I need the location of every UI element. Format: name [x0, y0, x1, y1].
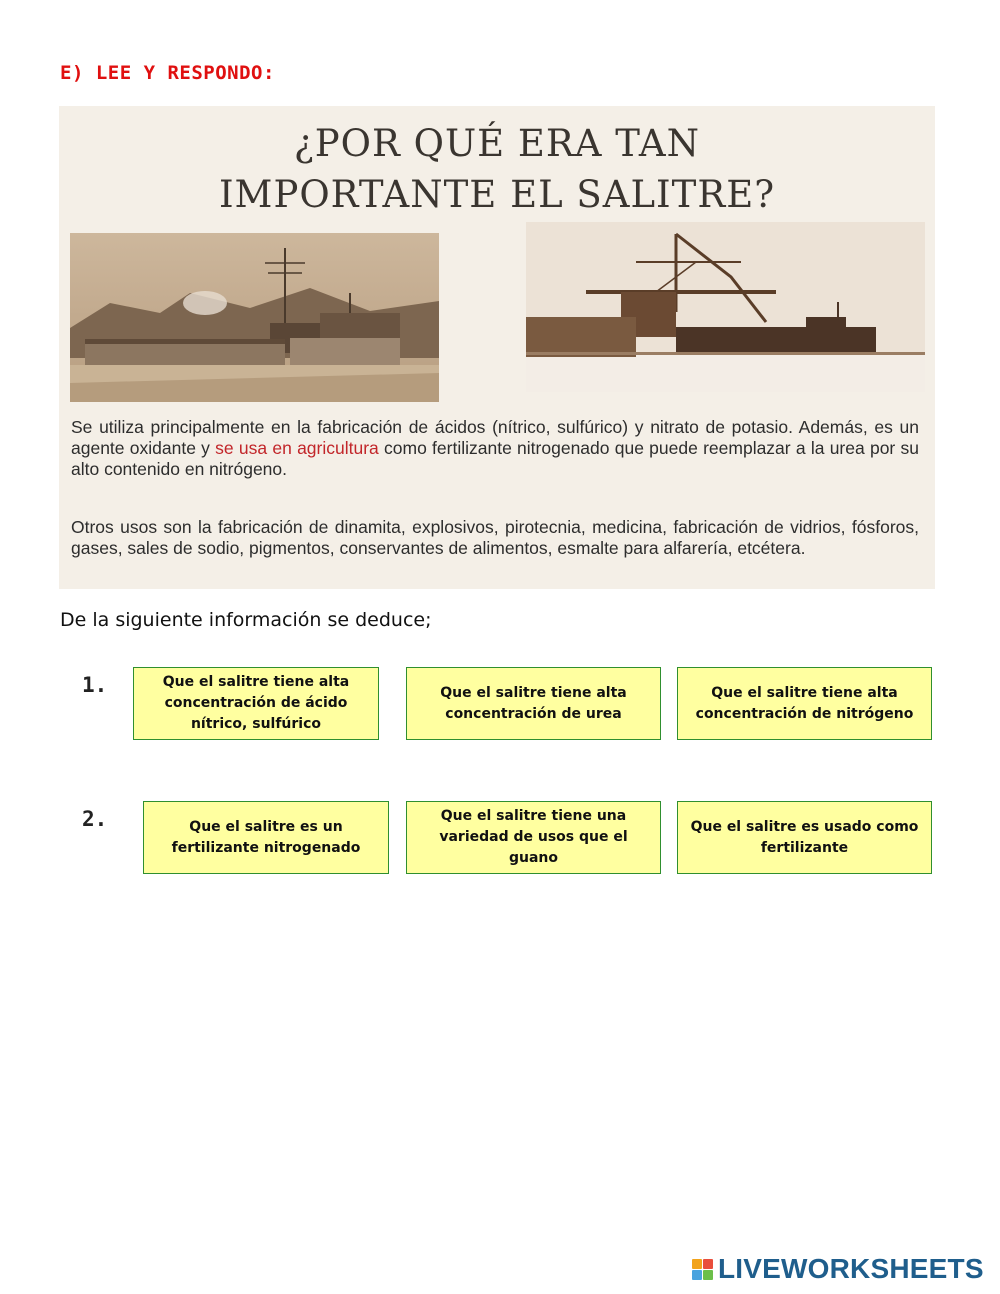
liveworksheets-icon: [692, 1259, 713, 1280]
brand-name: LIVEWORKSHEETS: [718, 1253, 984, 1284]
loading-crane-photo: [526, 222, 925, 392]
answer-option[interactable]: Que el salitre tiene alta concentración de nitrógeno: [677, 667, 932, 740]
liveworksheets-logo: [692, 1253, 984, 1285]
section-heading: E) LEE Y RESPONDO:: [60, 62, 275, 84]
article-title: [59, 118, 935, 220]
article-paragraph-2: Otros usos son la fabricación de dinamita, explosivos, pirotecnia, medicina, fabricación de vidrios, fósforos, gases, sales de sodio, pigmentos, conservantes de alimentos, esmalte para alfarería, etcétera.: [71, 517, 919, 558]
answer-option[interactable]: Que el salitre tiene alta concentración de urea: [406, 667, 661, 740]
paragraph-text: Se utiliza principalmente en la fabricación de ácidos (nítrico, sulfúrico) y nitrato de potasio. Además, es un agente oxidante y: [71, 417, 919, 458]
answer-option[interactable]: Que el salitre tiene una variedad de usos que el guano: [406, 801, 661, 874]
answer-option[interactable]: Que el salitre es usado como fertilizante: [677, 801, 932, 874]
article-paragraph-1: [71, 417, 919, 480]
paragraph-text: como fertilizante nitrogenado que puede reemplazar a la urea por su alto contenido en nitrógeno.: [71, 438, 919, 479]
article-title-line1: ¿POR QUÉ ERA TAN: [293, 122, 701, 165]
question-prompt: De la siguiente información se deduce;: [60, 609, 432, 631]
question-number: 1.: [82, 673, 108, 697]
answer-option[interactable]: Que el salitre es un fertilizante nitrogenado: [143, 801, 389, 874]
saltpeter-works-photo: [70, 233, 439, 402]
article-image: [59, 106, 935, 589]
question-number: 2.: [82, 807, 108, 831]
answer-option[interactable]: Que el salitre tiene alta concentración de ácido nítrico, sulfúrico: [133, 667, 379, 740]
article-title-line2: IMPORTANTE EL SALITRE?: [218, 173, 776, 216]
highlighted-text: se usa en agricultura: [215, 438, 379, 458]
